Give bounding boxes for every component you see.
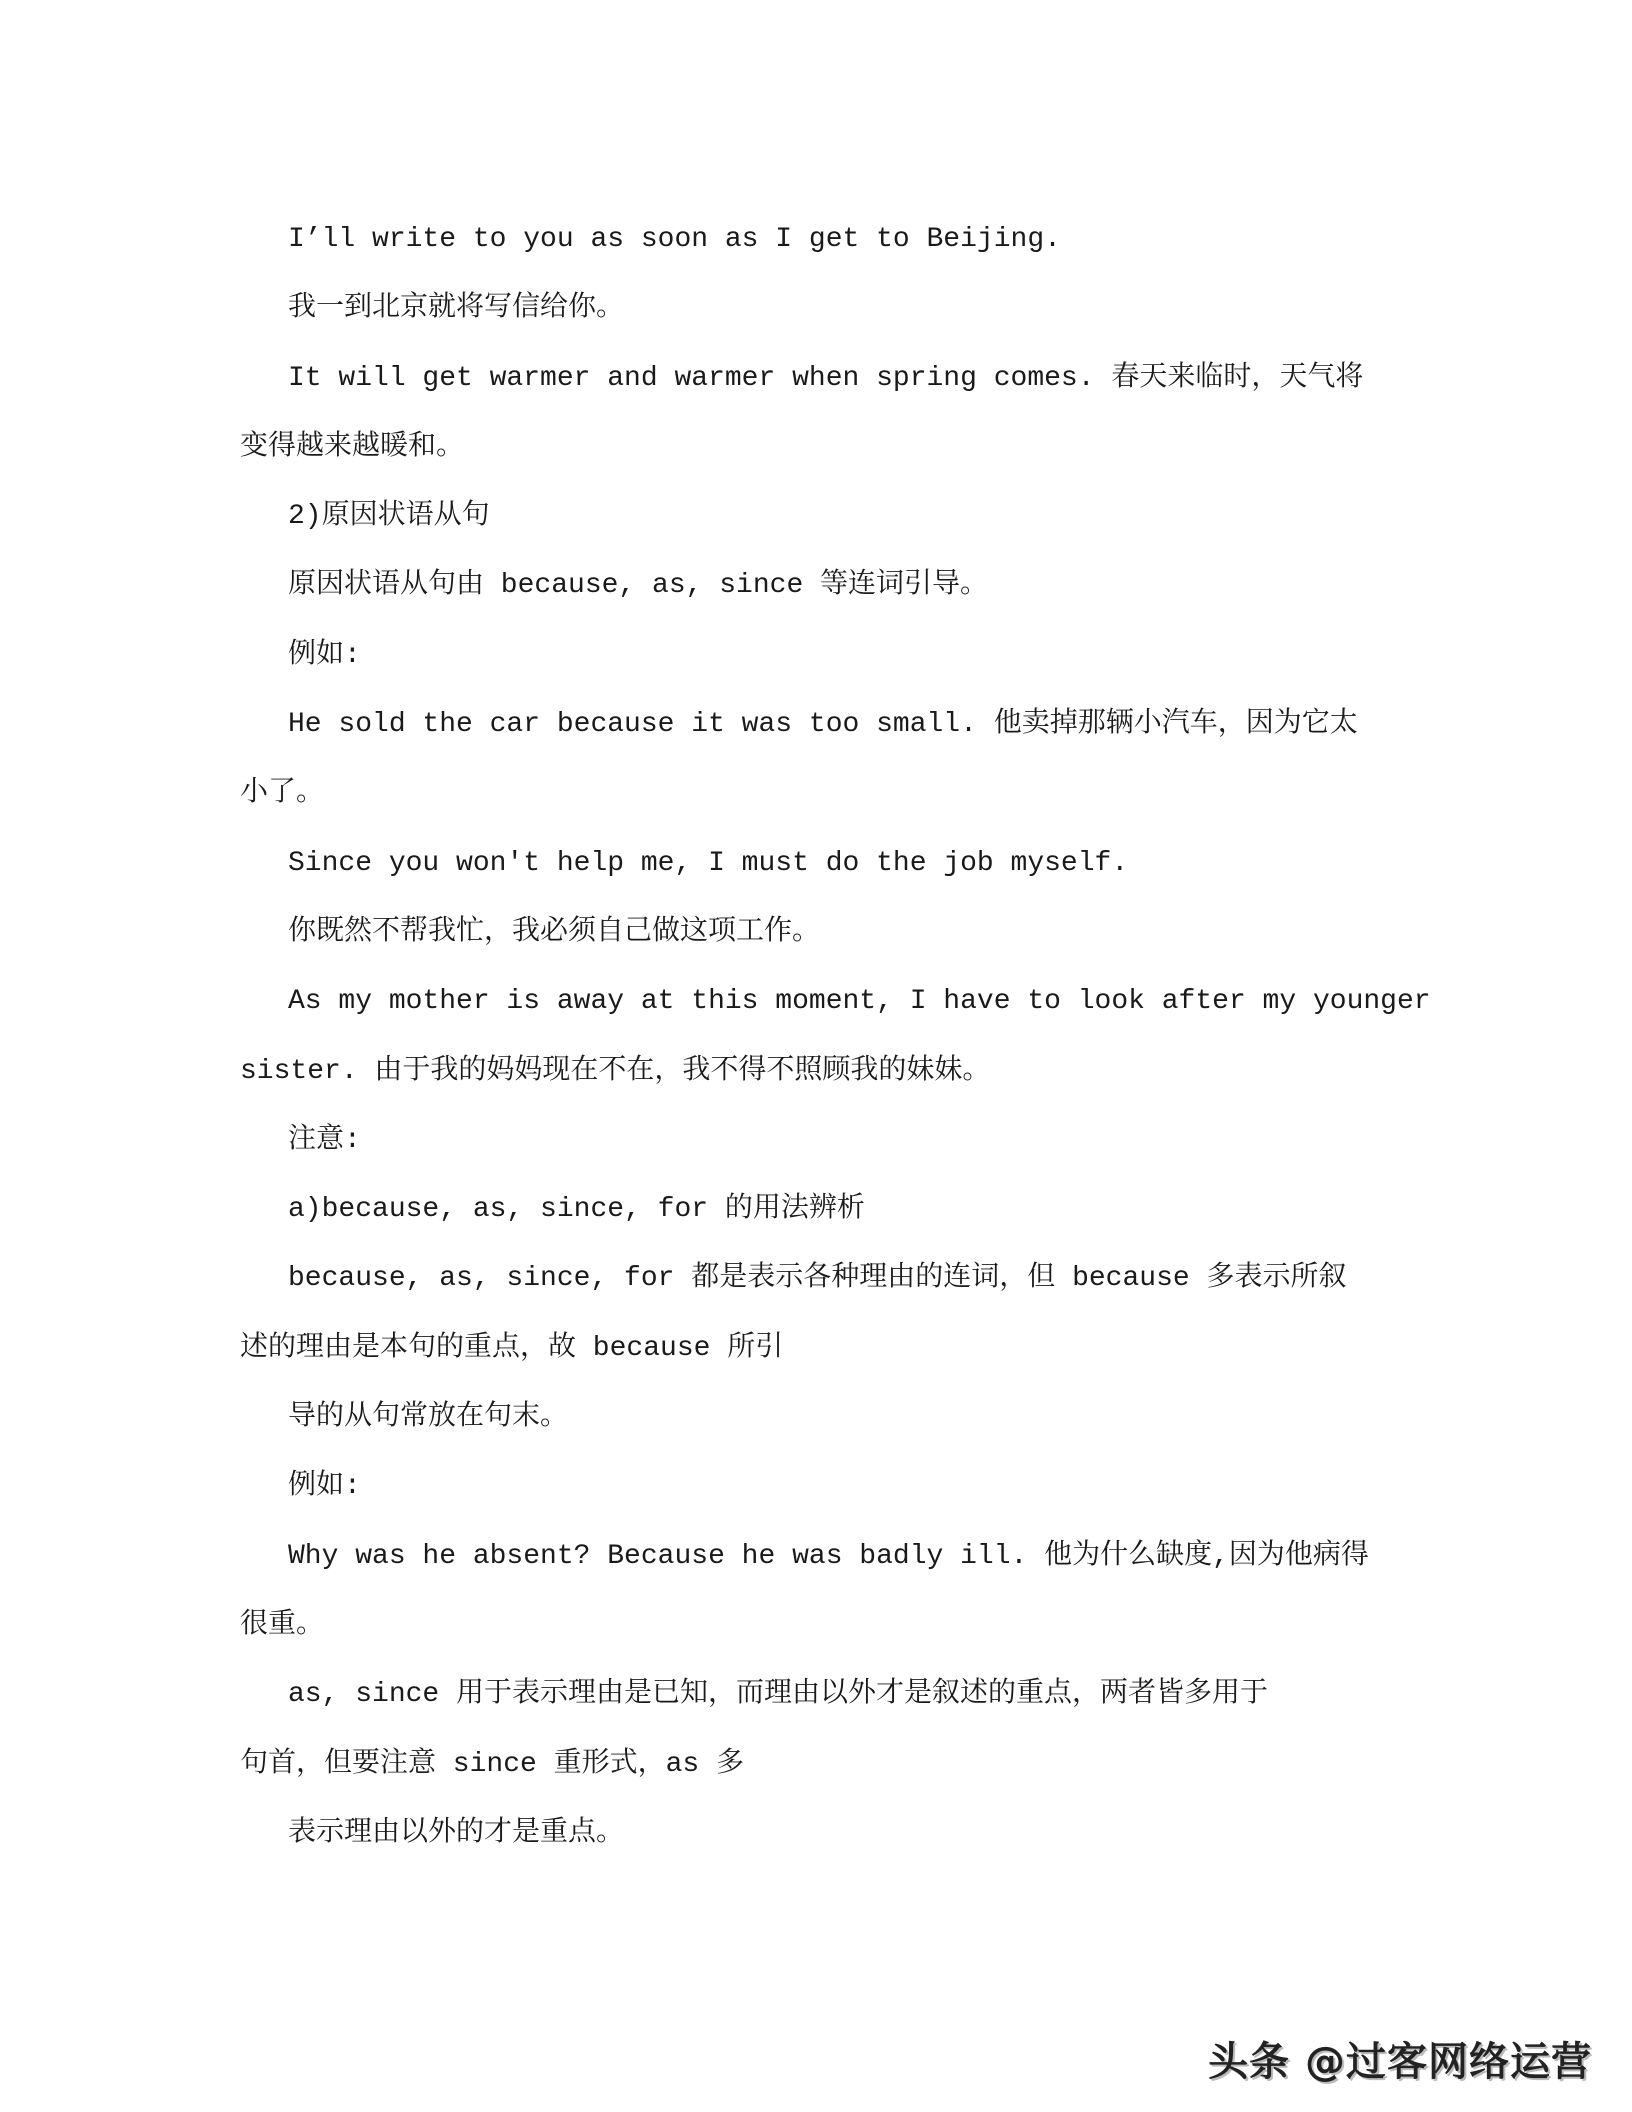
text-line: Since you won't help me, I must do the job myself. (288, 847, 1129, 879)
text-line: 很重。 (240, 1609, 325, 1641)
text-line: He sold the car because it was too small. 他卖掉那辆小汽车，因为它太 (288, 709, 1358, 741)
text-line: 小了。 (240, 778, 325, 810)
text-line: 导的从句常放在句末。 (288, 1402, 569, 1434)
text-line: 例如: (288, 1471, 361, 1503)
text-line: I’ll write to you as soon as I get to Beijing. (288, 224, 1061, 255)
text-line: as, since 用于表示理由是已知，而理由以外才是叙述的重点，两者皆多用于 (288, 1679, 1269, 1711)
text-line: because, as, since, for 都是表示各种理由的连词，但 because 多表示所叙 (288, 1263, 1347, 1295)
text-line: sister. 由于我的妈妈现在不在，我不得不照顾我的妹妹。 (240, 1055, 991, 1087)
text-line: 句首，但要注意 since 重形式，as 多 (240, 1748, 745, 1780)
document-page (240, 205, 1431, 1868)
text-line: 述的理由是本句的重点，故 because 所引 (240, 1332, 784, 1364)
text-line: 我一到北京就将写信给你。 (288, 293, 625, 325)
text-line: 例如: (288, 639, 361, 671)
text-line: It will get warmer and warmer when spring comes. 春天来临时，天气将 (288, 362, 1364, 394)
section-heading: a)because, as, since, for 的用法辨析 (288, 1194, 865, 1226)
text-line: 注意: (288, 1124, 361, 1156)
text-line: Why was he absent? Because he was badly ill. 他为什么缺度,因为他病得 (288, 1540, 1369, 1572)
text-line: As my mother is away at this moment, I have to look after my younger (288, 986, 1431, 1018)
text-line: 变得越来越暖和。 (240, 431, 465, 463)
text-line: 你既然不帮我忙，我必须自己做这项工作。 (288, 916, 821, 948)
section-heading: 2)原因状语从句 (288, 501, 490, 533)
watermark: 头条 @过客网络运营 (1208, 2039, 1592, 2085)
text-line: 原因状语从句由 because, as, since 等连词引导。 (288, 570, 989, 602)
text-line: 表示理由以外的才是重点。 (288, 1817, 625, 1849)
